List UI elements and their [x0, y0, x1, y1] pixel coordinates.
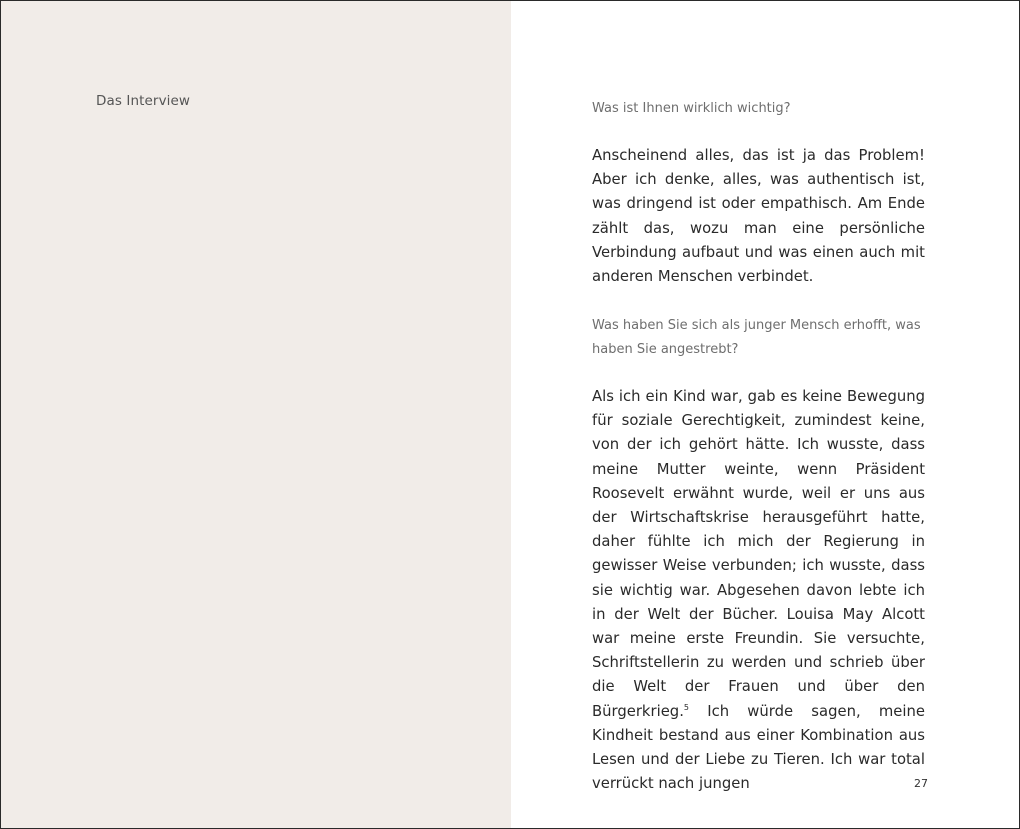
- answer-2-text-part1: Als ich ein Kind war, gab es keine Bewegung für soziale Gerechtigkeit, zumindest keine, von der ich gehört hätte. Ich wusste, dass meine Mutter weinte, wenn Präsident Roosevelt erwähnt wurde, weil er uns aus der Wirtschaftskrise herausgeführt hatte, daher fühlte ich mich der Regierung in gewisser Weise verbunden; ich wusste, dass sie wichtig war. Abgesehen davon lebte ich in der Welt der Bücher. Louisa May Alcott war meine erste Freundin. Sie versuchte, Schriftstellerin zu werden und schrieb über die Welt der Frauen und über den Bürgerkrieg.: [592, 388, 925, 720]
- footnote-marker[interactable]: 5: [683, 702, 689, 712]
- interview-answer-1: Anscheinend alles, das ist ja das Problem! Aber ich denke, alles, was authentisch ist, was dringend ist oder empathisch. Am Ende zählt das, wozu man eine persönliche Verbindung aufbaut und was einen auch mit anderen Menschen verbindet.: [592, 147, 925, 286]
- interview-question-1: Was ist Ihnen wirklich wichtig?: [592, 101, 791, 116]
- answer-2-text-part2: Ich würde sagen, meine Kindheit bestand aus einer Kombination aus Lesen und der Liebe zu Tieren. Ich war total verrückt nach jungen: [592, 702, 925, 793]
- interview-question-2: Was haben Sie sich als junger Mensch erhofft, was haben Sie angestrebt?: [592, 318, 921, 357]
- left-page: [1, 1, 511, 828]
- interview-answer-2: [592, 385, 925, 796]
- right-page: [511, 1, 1019, 828]
- running-head: Das Interview: [96, 93, 191, 109]
- page-number: 27: [914, 777, 928, 790]
